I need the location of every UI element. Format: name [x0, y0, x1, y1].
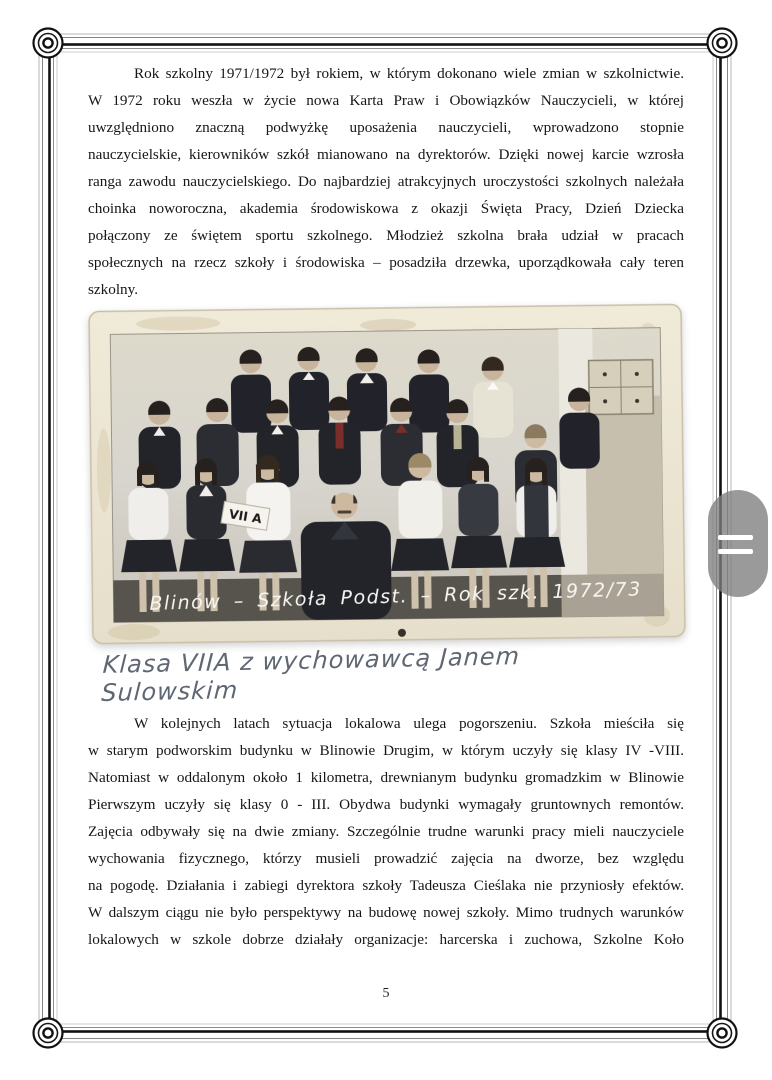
scroll-handle[interactable] [708, 490, 768, 597]
text-line: W 1972 roku weszła w życie nowa Karta Praw i Obowiązków Nauczycieli, w której [88, 92, 684, 109]
corner-ornament-icon [708, 1019, 737, 1048]
text-line: Rok szkolny 1971/1972 był rokiem, w którym dokonano wiele zmian w szkolnictwie. [134, 65, 684, 82]
text-line: społecznych na rzecz szkoły i środowiska – posadziła drzewka, uporządkowała cały teren [88, 254, 684, 271]
photo-caption: Blinów – Szkoła Podst. – Rok szk. 1972/73 [149, 578, 643, 615]
text-line: ranga zawodu nauczycielskiego. Do najbardziej atrakcyjnych uroczystości szkolnych należała [88, 173, 684, 190]
text-line: lokalowych w szkole dobrze działały organizacje: harcerska i zuchowa, Szkolne Koło [88, 931, 684, 948]
text-line: Natomiast w oddalonym około 1 kilometra, drewnianym budynku gromadzkim w Blinowie [88, 769, 684, 786]
text-line: wychowania fizycznego, którzy musieli prowadzić zajęcia na dworze, bez względu [88, 850, 684, 867]
corner-ornament-icon [708, 29, 737, 58]
page-number: 5 [382, 986, 390, 1001]
text-line: szkolny. [88, 281, 139, 298]
text-line: choinka noworoczna, akademia środowiskowa z okazji Święta Pracy, Dzień Dziecka [88, 200, 684, 217]
corner-ornament-icon [34, 1019, 63, 1048]
paragraph-2 [88, 710, 684, 953]
text-line: W dalszym ciągu nie było perspektywy na budowę nowej szkoły. Mimo trudnych warunków [88, 904, 684, 921]
class-photograph [88, 303, 686, 644]
text-line: W kolejnych latach sytuacja lokalowa ulega pogorszeniu. Szkoła mieściła się [134, 715, 684, 732]
card-file-cabinet [589, 360, 654, 415]
text-line: Zajęcia odbywały się na dwie zmiany. Szczególnie trudne warunki pracy mieli nauczyciele [88, 823, 684, 840]
text-line: połączony ze świętem sportu szkolnego. Młodzież szkolna brała udział w pracach [88, 227, 684, 244]
handwritten-caption: Klasa VIIA z wychowawcą Janem Sulowskim [100, 642, 521, 707]
paragraph-1 [88, 60, 684, 303]
photo-image [110, 328, 664, 641]
svg-text:VII A: VII A [227, 506, 263, 527]
text-line: na pogodę. Działania i zabiegi dyrektora szkoły Tadeusza Cieślaka nie przyniosły efektów. [88, 877, 684, 894]
text-line: nauczycielskie, kierowników szkół mianowano na dyrektorów. Dzięki nowej karcie wzrosła [88, 146, 684, 163]
corner-ornament-icon [34, 29, 63, 58]
text-line: Pierwszym uczyły się klasy 0 - III. Obydwa budynki wymagały gruntownych remontów. [88, 796, 684, 813]
text-line: w starym podworskim budynku w Blinowie Drugim, w którym uczyły się klasy IV -VIII. [88, 742, 684, 759]
text-line: uwzględniono znaczną podwyżkę uposażenia nauczycieli, wprowadzono stopnie [88, 119, 684, 136]
